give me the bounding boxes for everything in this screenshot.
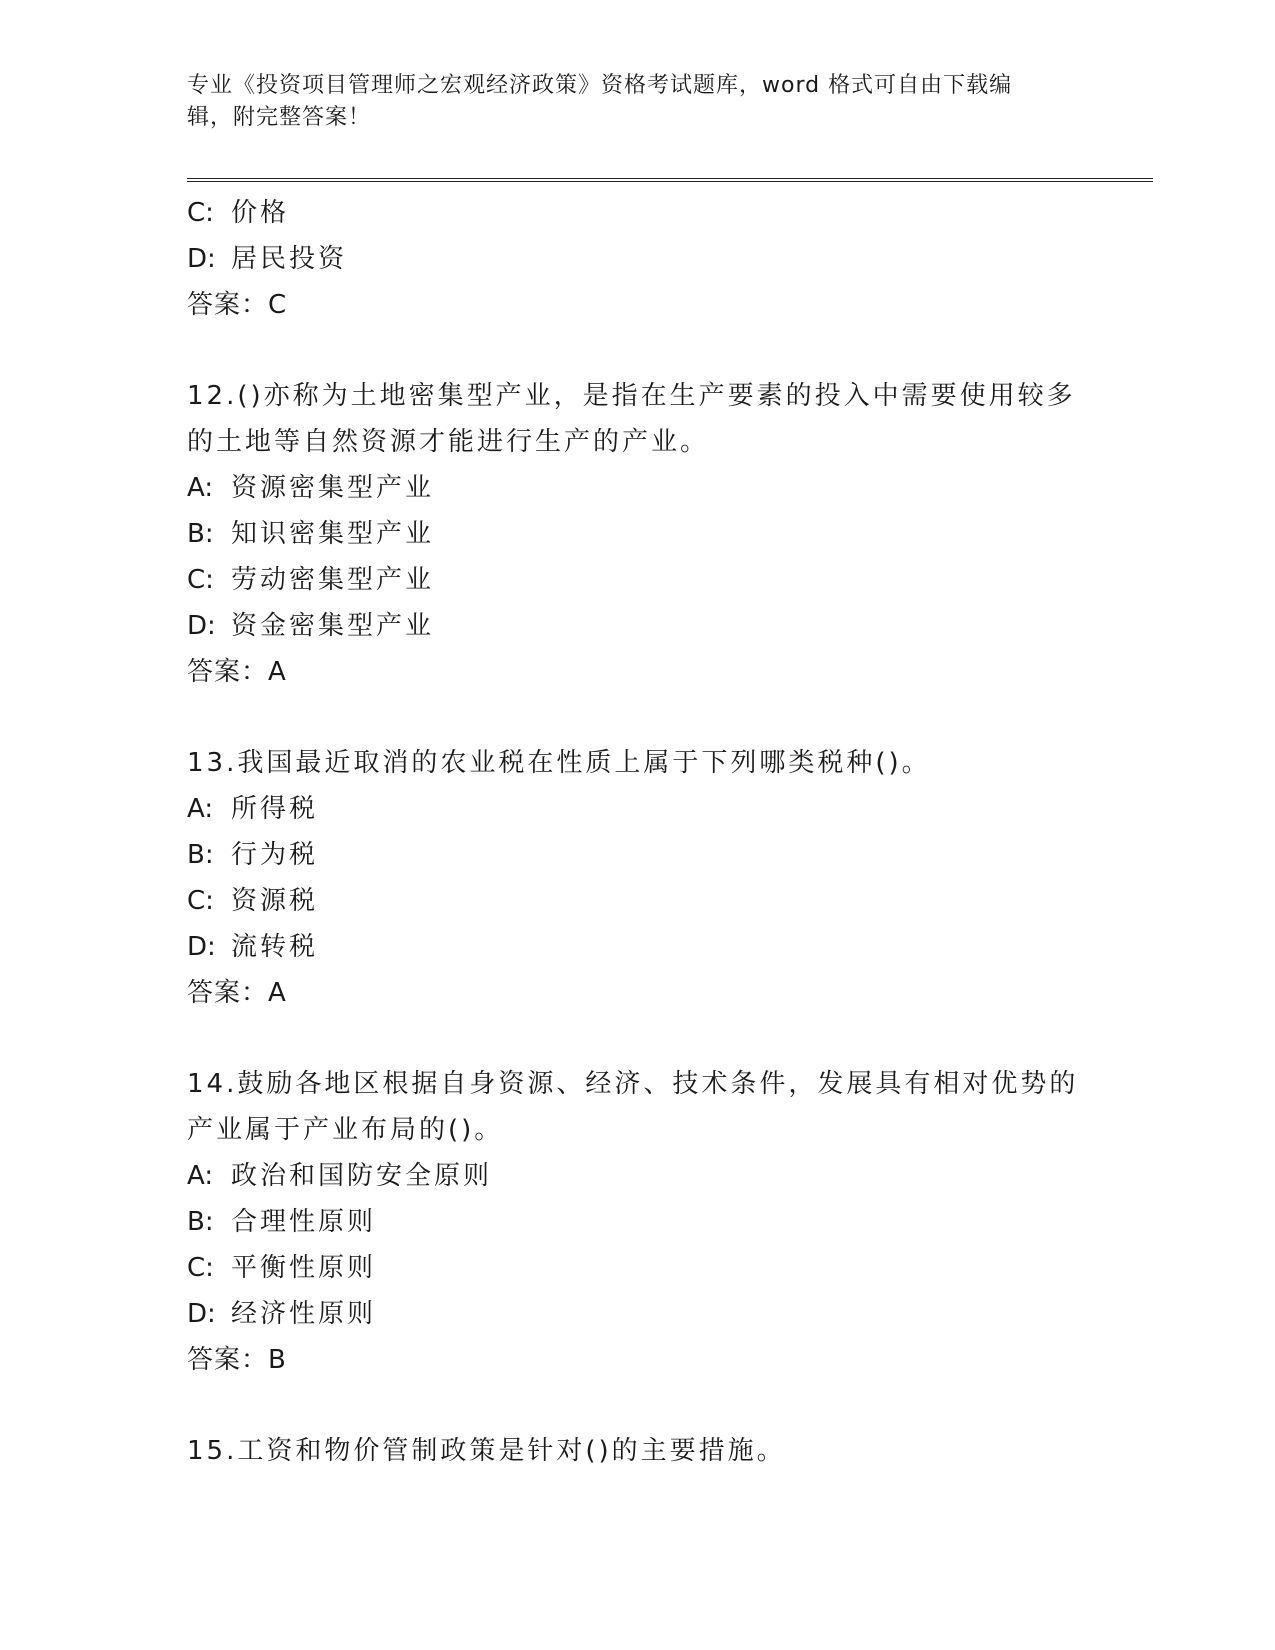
- header-line-2: 辑，附完整答案！: [187, 105, 372, 130]
- option-b: [187, 1199, 1087, 1245]
- option-letter: D:: [187, 611, 216, 641]
- question-stem-line: 的土地等自然资源才能进行生产的产业。: [187, 427, 710, 457]
- spacer: [187, 1016, 1087, 1061]
- option-text: 资源密集型产业: [231, 473, 435, 503]
- document-header: [187, 70, 1067, 134]
- question-stem-line: 12.()亦称为土地密集型产业，是指在生产要素的投入中需要使用较多: [187, 381, 1076, 411]
- question-stem-line: 15.工资和物价管制政策是针对()的主要措施。: [187, 1436, 786, 1466]
- option-text: 行为税: [231, 840, 319, 870]
- spacer: [187, 1383, 1087, 1428]
- answer-line: 答案：A: [187, 978, 287, 1008]
- option-c: [187, 557, 1087, 603]
- question-stem-line: 产业属于产业布局的()。: [187, 1115, 504, 1145]
- option-text: 价格: [231, 198, 290, 228]
- option-text: 劳动密集型产业: [231, 565, 435, 595]
- question-13: [187, 740, 1087, 1016]
- option-text: 所得税: [231, 794, 319, 824]
- option-c: [187, 878, 1087, 924]
- spacer: [187, 695, 1087, 740]
- document-body: [187, 190, 1087, 1474]
- option-letter: D:: [187, 932, 216, 962]
- option-letter: A:: [187, 794, 214, 824]
- answer-line: 答案：B: [187, 1345, 287, 1375]
- option-letter: A:: [187, 473, 214, 503]
- option-c: [187, 1245, 1087, 1291]
- question-stem-line: 13.我国最近取消的农业税在性质上属于下列哪类税种()。: [187, 748, 931, 778]
- option-letter: C:: [187, 1253, 214, 1283]
- option-a: [187, 1153, 1087, 1199]
- option-text: 居民投资: [231, 244, 348, 274]
- option-letter: C:: [187, 565, 214, 595]
- option-text: 经济性原则: [231, 1299, 377, 1329]
- option-text: 流转税: [231, 932, 319, 962]
- question-14: [187, 1061, 1087, 1383]
- question-12: [187, 373, 1087, 695]
- option-d: [187, 603, 1087, 649]
- option-letter: C:: [187, 198, 214, 228]
- option-letter: B:: [187, 840, 214, 870]
- spacer: [187, 328, 1087, 373]
- option-letter: B:: [187, 1207, 214, 1237]
- answer-line: 答案：A: [187, 657, 287, 687]
- question-15: [187, 1428, 1087, 1474]
- option-a: [187, 786, 1087, 832]
- option-d: [187, 924, 1087, 970]
- previous-question-tail: [187, 190, 1087, 328]
- option-letter: A:: [187, 1161, 214, 1191]
- option-a: [187, 465, 1087, 511]
- header-line-1: 专业《投资项目管理师之宏观经济政策》资格考试题库，word 格式可自由下载编: [187, 73, 1013, 98]
- option-letter: D:: [187, 244, 216, 274]
- question-stem-line: 14.鼓励各地区根据自身资源、经济、技术条件，发展具有相对优势的: [187, 1069, 1079, 1099]
- option-d: [187, 236, 1087, 282]
- option-text: 合理性原则: [231, 1207, 377, 1237]
- answer-line: 答案：C: [187, 290, 288, 320]
- option-d: [187, 1291, 1087, 1337]
- option-text: 政治和国防安全原则: [231, 1161, 493, 1191]
- option-letter: D:: [187, 1299, 216, 1329]
- option-letter: B:: [187, 519, 214, 549]
- option-c: [187, 190, 1087, 236]
- option-b: [187, 511, 1087, 557]
- option-letter: C:: [187, 886, 214, 916]
- header-divider: [187, 178, 1153, 182]
- option-text: 平衡性原则: [231, 1253, 377, 1283]
- option-text: 资源税: [231, 886, 319, 916]
- option-text: 知识密集型产业: [231, 519, 435, 549]
- option-b: [187, 832, 1087, 878]
- option-text: 资金密集型产业: [231, 611, 435, 641]
